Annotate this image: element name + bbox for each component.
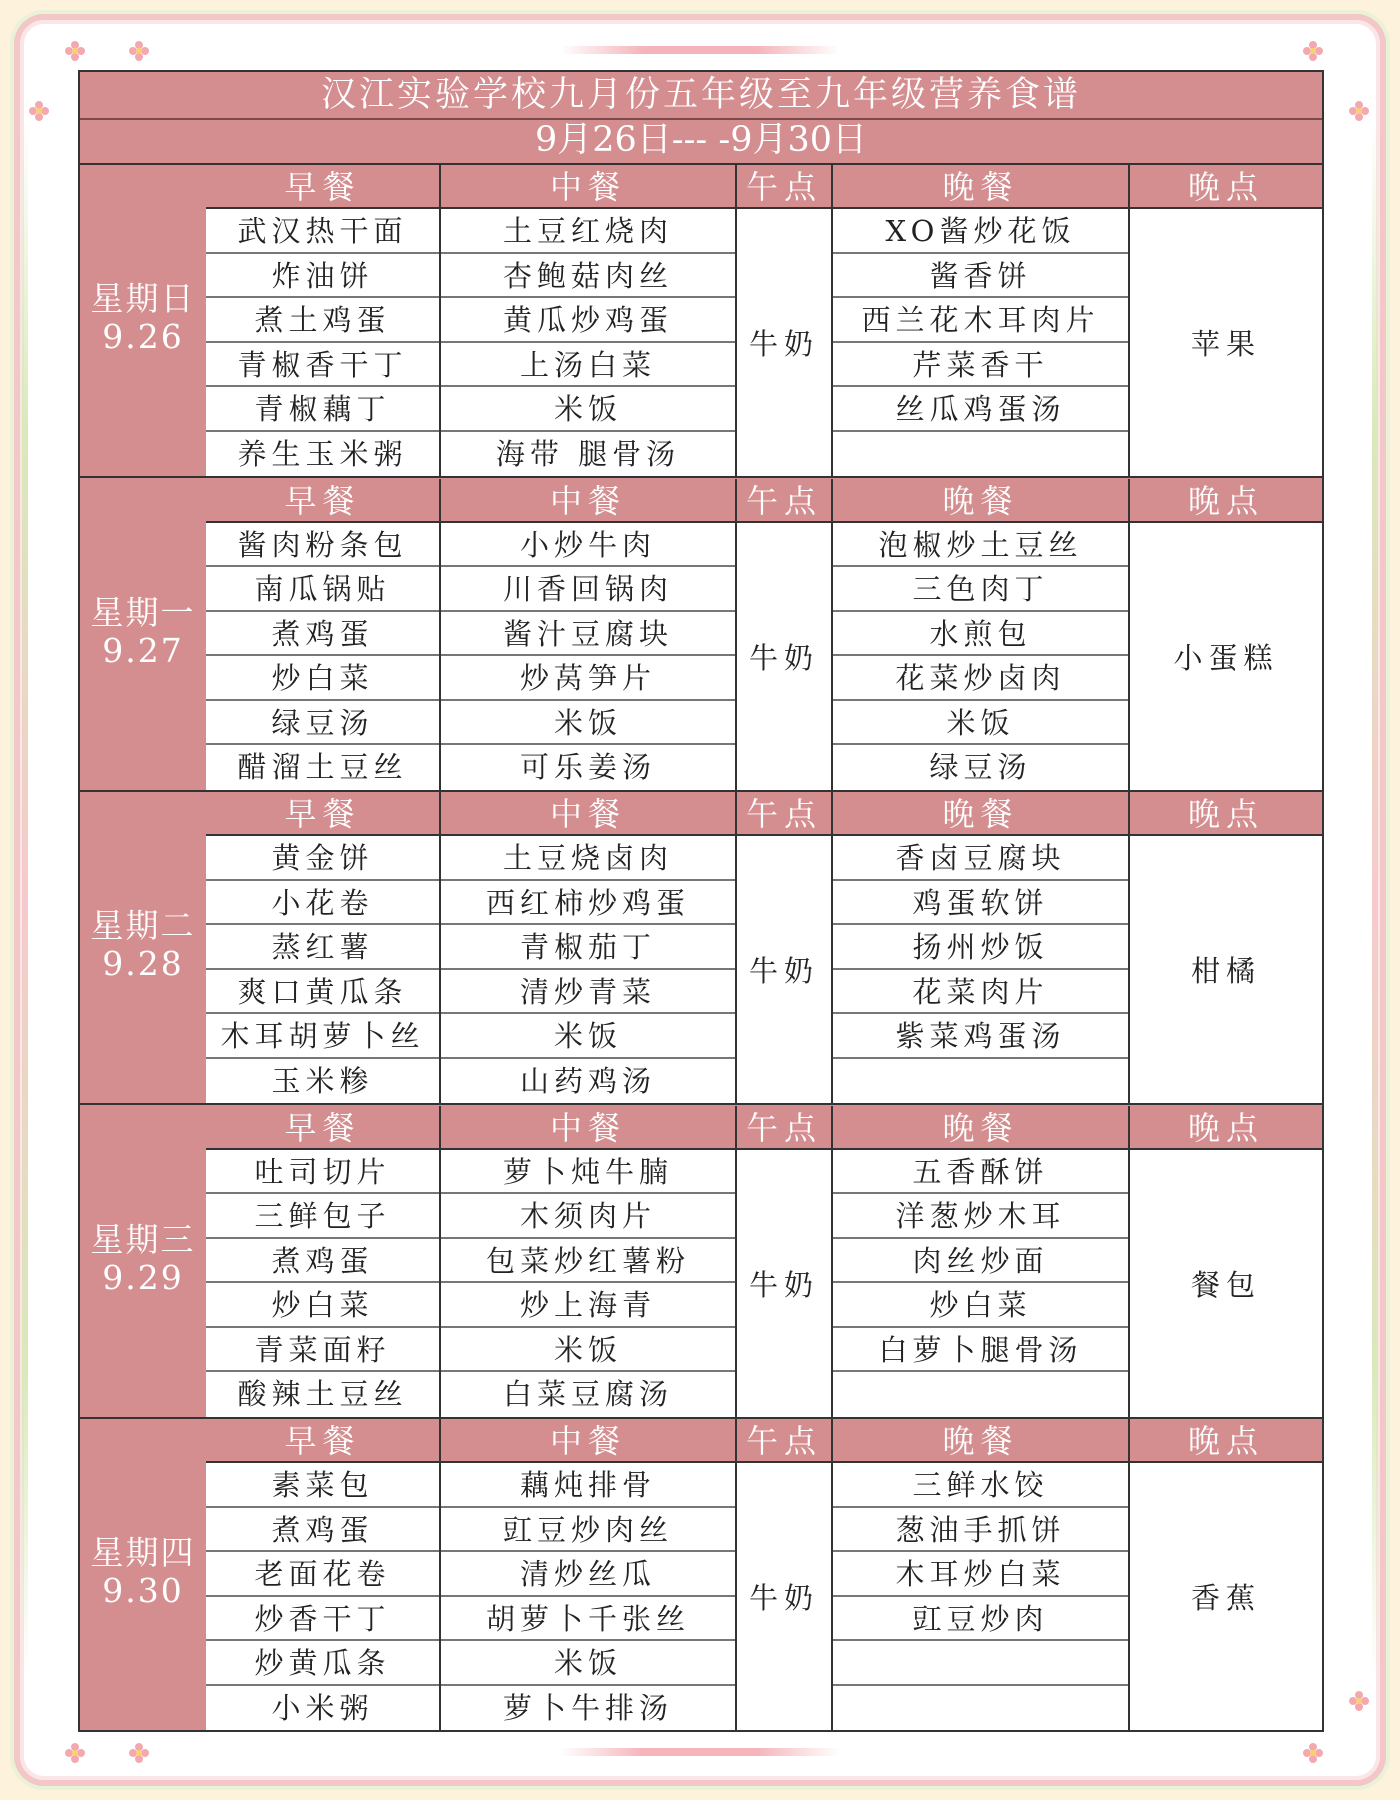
menu-item: 清炒丝瓜 <box>441 1552 735 1597</box>
flower-icon <box>64 40 86 62</box>
column-header-lunch: 中餐 <box>441 165 737 209</box>
column-header-breakfast: 早餐 <box>206 479 441 523</box>
menu-item: 酱香饼 <box>833 254 1128 299</box>
menu-item: 海带 腿骨汤 <box>495 436 681 471</box>
day-label <box>80 792 208 1103</box>
column-header-lunch: 中餐 <box>441 479 737 523</box>
menu-item: 鸡蛋软饼 <box>833 881 1128 926</box>
weekday-label: 星期一 <box>90 592 196 632</box>
menu-item <box>833 1686 1128 1731</box>
menu-item: 绿豆汤 <box>929 750 1032 784</box>
lunch-column <box>441 209 737 476</box>
menu-item: XO酱炒花饭 <box>833 209 1128 254</box>
menu-item: 青椒藕丁 <box>206 387 439 432</box>
menu-item: 醋溜土豆丝 <box>237 750 408 784</box>
snack-item: 柑橘 <box>1190 954 1261 988</box>
column-header-dinner: 晚餐 <box>833 479 1130 523</box>
menu-item: 黄瓜炒鸡蛋 <box>441 298 735 343</box>
snack-item: 苹果 <box>1190 327 1261 361</box>
breakfast-column <box>206 1463 441 1730</box>
menu-item: 木耳炒白菜 <box>833 1552 1128 1597</box>
menu-item: 爽口黄瓜条 <box>206 970 439 1015</box>
menu-item: 南瓜锅贴 <box>206 567 439 612</box>
afternoon-column <box>737 836 833 1103</box>
afternoon-column <box>737 523 833 790</box>
afternoon-item: 牛奶 <box>748 954 819 988</box>
breakfast-column <box>206 209 441 476</box>
right-decoration <box>1372 120 1378 1680</box>
column-header-afternoon: 午点 <box>737 1419 833 1463</box>
menu-item <box>833 432 1128 477</box>
snack-column <box>1130 1463 1322 1730</box>
menu-item: 土豆烧卤肉 <box>441 836 735 881</box>
day-block <box>80 1106 1322 1419</box>
afternoon-item: 牛奶 <box>748 640 819 675</box>
menu-item: 清炒青菜 <box>441 970 735 1015</box>
left-decoration <box>22 120 28 1680</box>
column-header-dinner: 晚餐 <box>833 1419 1130 1463</box>
bottom-decoration <box>560 1748 840 1756</box>
menu-item: 炒白菜 <box>833 1283 1128 1328</box>
menu-item: 煮鸡蛋 <box>206 1239 439 1284</box>
snack-item: 香蕉 <box>1190 1581 1261 1615</box>
lunch-column <box>441 1150 737 1417</box>
menu-item: 可乐姜汤 <box>519 750 656 784</box>
menu-item: 黄金饼 <box>206 836 439 881</box>
snack-item: 餐包 <box>1190 1267 1261 1302</box>
flower-icon <box>1302 1742 1324 1764</box>
flower-icon <box>128 40 150 62</box>
menu-item: 芹菜香干 <box>833 343 1128 388</box>
menu-item: 土豆红烧肉 <box>441 209 735 254</box>
flower-icon <box>1348 100 1370 122</box>
column-header-snack: 晚点 <box>1130 165 1322 209</box>
day-label <box>80 1419 208 1730</box>
snack-column <box>1130 836 1322 1103</box>
menu-item: 炒白菜 <box>206 656 439 701</box>
column-header-lunch: 中餐 <box>441 1419 737 1463</box>
menu-item: 小花卷 <box>206 881 439 926</box>
breakfast-column <box>206 1150 441 1417</box>
menu-item: 吐司切片 <box>206 1150 439 1195</box>
menu-table <box>78 70 1324 1732</box>
afternoon-item: 牛奶 <box>748 1267 819 1302</box>
date-label: 9.26 <box>102 317 184 356</box>
dinner-column <box>833 523 1130 790</box>
flower-icon <box>128 1742 150 1764</box>
column-header-snack: 晚点 <box>1130 479 1322 523</box>
column-header-lunch: 中餐 <box>441 792 737 836</box>
lunch-column <box>441 1463 737 1730</box>
menu-item: 米饭 <box>441 387 735 432</box>
menu-item: 武汉热干面 <box>206 209 439 254</box>
snack-column <box>1130 1150 1322 1417</box>
menu-date-range: 9月26日--- -9月30日 <box>80 118 1322 165</box>
column-header-dinner: 晚餐 <box>833 1106 1130 1150</box>
menu-item: 煮土鸡蛋 <box>206 298 439 343</box>
weekday-label: 星期三 <box>90 1219 196 1259</box>
menu-item: 老面花卷 <box>206 1552 439 1597</box>
dinner-column <box>833 1150 1130 1417</box>
menu-item: 豇豆炒肉 <box>833 1597 1128 1642</box>
menu-item: 炒香干丁 <box>206 1597 439 1642</box>
day-label <box>80 165 208 476</box>
dinner-column <box>833 836 1130 1103</box>
menu-item: 三鲜包子 <box>206 1194 439 1239</box>
column-header-lunch: 中餐 <box>441 1106 737 1150</box>
date-label: 9.28 <box>102 944 184 983</box>
menu-item: 米饭 <box>441 1014 735 1059</box>
menu-item: 米饭 <box>833 701 1128 746</box>
column-header-snack: 晚点 <box>1130 792 1322 836</box>
lunch-column <box>441 836 737 1103</box>
menu-item: 萝卜牛排汤 <box>502 1690 673 1725</box>
flower-icon <box>1348 1690 1370 1712</box>
weekday-label: 星期四 <box>90 1533 196 1572</box>
menu-item: 酱汁豆腐块 <box>441 612 735 657</box>
menu-item: 西红柿炒鸡蛋 <box>441 881 735 926</box>
weekday-label: 星期日 <box>90 279 196 318</box>
menu-item: 酱肉粉条包 <box>206 523 439 568</box>
menu-item: 米饭 <box>441 1328 735 1373</box>
afternoon-item: 牛奶 <box>748 327 819 361</box>
menu-item: 川香回锅肉 <box>441 567 735 612</box>
lunch-column <box>441 523 737 790</box>
menu-item: 水煎包 <box>833 612 1128 657</box>
date-label: 9.27 <box>102 630 184 670</box>
flower-icon <box>28 100 50 122</box>
menu-item: 养生玉米粥 <box>237 436 408 471</box>
column-header-dinner: 晚餐 <box>833 792 1130 836</box>
menu-item: 包菜炒红薯粉 <box>441 1239 735 1284</box>
menu-item: 葱油手抓饼 <box>833 1508 1128 1553</box>
flower-icon <box>64 1742 86 1764</box>
menu-item: 炒莴笋片 <box>441 656 735 701</box>
menu-item: 花菜炒卤肉 <box>833 656 1128 701</box>
afternoon-column <box>737 1150 833 1417</box>
menu-item: 五香酥饼 <box>833 1150 1128 1195</box>
day-block <box>80 165 1322 478</box>
menu-item: 煮鸡蛋 <box>206 612 439 657</box>
menu-item: 素菜包 <box>206 1463 439 1508</box>
breakfast-column <box>206 523 441 790</box>
afternoon-column <box>737 1463 833 1730</box>
day-block <box>80 479 1322 792</box>
menu-item: 青椒茄丁 <box>441 925 735 970</box>
menu-item: 酸辣土豆丝 <box>237 1377 408 1411</box>
menu-item: 炸油饼 <box>206 254 439 299</box>
column-header-afternoon: 午点 <box>737 165 833 209</box>
snack-column <box>1130 523 1322 790</box>
menu-item: 青菜面籽 <box>206 1328 439 1373</box>
menu-item: 花菜肉片 <box>833 970 1128 1015</box>
dinner-column <box>833 1463 1130 1730</box>
weekday-label: 星期二 <box>90 906 196 945</box>
menu-item: 泡椒炒土豆丝 <box>833 523 1128 568</box>
column-header-breakfast: 早餐 <box>206 792 441 836</box>
menu-item: 白菜豆腐汤 <box>502 1377 673 1411</box>
menu-item: 上汤白菜 <box>441 343 735 388</box>
menu-item: 三鲜水饺 <box>833 1463 1128 1508</box>
menu-item: 小米粥 <box>271 1690 374 1725</box>
day-block <box>80 792 1322 1105</box>
top-decoration <box>560 46 840 54</box>
column-header-afternoon: 午点 <box>737 479 833 523</box>
menu-item: 三色肉丁 <box>833 567 1128 612</box>
afternoon-item: 牛奶 <box>748 1581 819 1615</box>
menu-item: 米饭 <box>441 701 735 746</box>
column-header-afternoon: 午点 <box>737 792 833 836</box>
menu-item: 木耳胡萝卜丝 <box>206 1014 439 1059</box>
menu-item: 木须肉片 <box>441 1194 735 1239</box>
menu-item: 西兰花木耳肉片 <box>833 298 1128 343</box>
column-header-breakfast: 早餐 <box>206 1419 441 1463</box>
menu-item: 扬州炒饭 <box>833 925 1128 970</box>
menu-item: 玉米糁 <box>271 1063 374 1098</box>
date-label: 9.29 <box>102 1257 184 1297</box>
menu-item: 蒸红薯 <box>206 925 439 970</box>
date-label: 9.30 <box>102 1571 184 1610</box>
menu-item: 萝卜炖牛腩 <box>441 1150 735 1195</box>
day-label <box>80 479 208 790</box>
day-block <box>80 1419 1322 1732</box>
flower-icon <box>1302 40 1324 62</box>
menu-item <box>833 1372 1128 1417</box>
column-header-breakfast: 早餐 <box>206 165 441 209</box>
menu-item: 杏鲍菇肉丝 <box>441 254 735 299</box>
afternoon-column <box>737 209 833 476</box>
column-header-breakfast: 早餐 <box>206 1106 441 1150</box>
menu-item: 藕炖排骨 <box>441 1463 735 1508</box>
column-header-dinner: 晚餐 <box>833 165 1130 209</box>
breakfast-column <box>206 836 441 1103</box>
menu-item: 洋葱炒木耳 <box>833 1194 1128 1239</box>
column-header-snack: 晚点 <box>1130 1106 1322 1150</box>
dinner-column <box>833 209 1130 476</box>
menu-item: 小炒牛肉 <box>441 523 735 568</box>
menu-item: 炒白菜 <box>206 1283 439 1328</box>
menu-item: 煮鸡蛋 <box>206 1508 439 1553</box>
snack-column <box>1130 209 1322 476</box>
menu-item: 炒上海青 <box>441 1283 735 1328</box>
menu-item: 白萝卜腿骨汤 <box>833 1328 1128 1373</box>
menu-item: 豇豆炒肉丝 <box>441 1508 735 1553</box>
day-label <box>80 1106 208 1417</box>
snack-item: 小蛋糕 <box>1173 640 1279 675</box>
menu-item <box>833 1059 1128 1104</box>
column-header-snack: 晚点 <box>1130 1419 1322 1463</box>
menu-item: 青椒香干丁 <box>206 343 439 388</box>
menu-item: 紫菜鸡蛋汤 <box>833 1014 1128 1059</box>
menu-item: 香卤豆腐块 <box>833 836 1128 881</box>
menu-item <box>833 1641 1128 1686</box>
menu-title: 汉江实验学校九月份五年级至九年级营养食谱 <box>80 72 1322 120</box>
column-header-afternoon: 午点 <box>737 1106 833 1150</box>
menu-item: 炒黄瓜条 <box>206 1641 439 1686</box>
menu-item: 肉丝炒面 <box>833 1239 1128 1284</box>
menu-item: 绿豆汤 <box>206 701 439 746</box>
menu-item: 米饭 <box>441 1641 735 1686</box>
menu-item: 胡萝卜千张丝 <box>441 1597 735 1642</box>
menu-item: 丝瓜鸡蛋汤 <box>833 387 1128 432</box>
menu-item: 山药鸡汤 <box>519 1063 656 1098</box>
